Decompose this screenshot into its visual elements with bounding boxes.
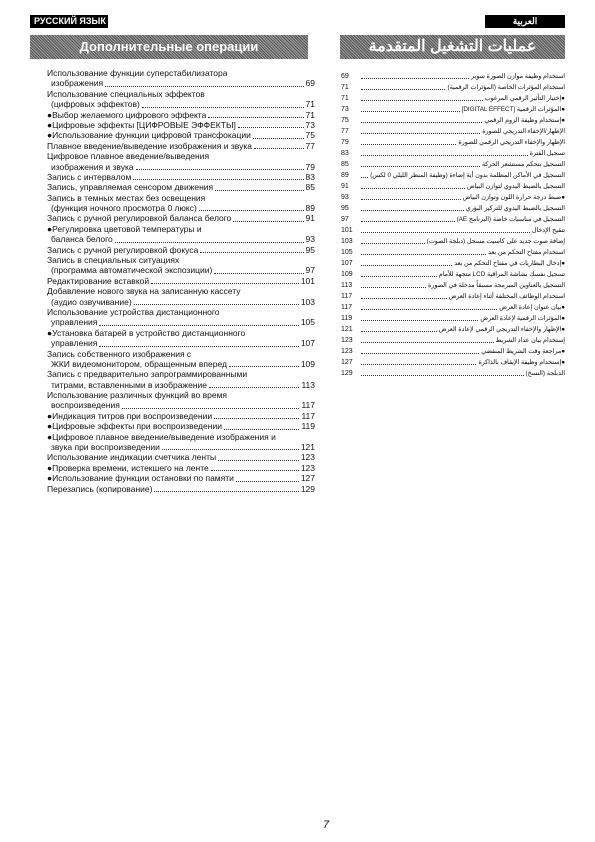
dot-leader <box>361 122 482 123</box>
toc-entry-page: 117 <box>341 304 353 311</box>
toc-entry-text: управления <box>51 338 98 349</box>
toc-ru-entry <box>47 120 315 130</box>
section-title-arabic: عمليات التشغيل المتقدمة <box>340 35 565 59</box>
toc-entry-text: Запись с предварительно запрограммированными <box>47 369 248 380</box>
toc-ru-entry <box>47 234 315 244</box>
toc-entry-page: 113 <box>341 282 353 289</box>
toc-entry-text: إستخدام بيان عداد الشريط <box>495 337 565 344</box>
toc-ru-entry <box>47 484 315 494</box>
toc-ar-entry <box>341 258 565 269</box>
toc-entry-page: 83 <box>305 171 315 182</box>
dot-leader <box>209 387 299 388</box>
toc-ru-entry <box>47 442 315 452</box>
toc-ru-entry <box>47 390 315 400</box>
toc-entry-text: ●إستخدام وظيفة الإيقاف بالذاكرة <box>478 359 565 366</box>
toc-entry-text: التسجيل بالعناوين المبرمجة مسبقاً مدخلة في الصورة <box>428 282 565 289</box>
toc-ar-entry <box>341 126 565 137</box>
toc-ar-entry <box>341 159 565 170</box>
toc-entry-page: 85 <box>341 161 349 168</box>
dot-leader <box>134 304 299 305</box>
toc-entry-text: ●المؤثرات الرقمية [DIGITAL EFFECT] <box>461 106 565 113</box>
dot-leader <box>361 287 426 288</box>
toc-ru-entry <box>47 317 315 327</box>
toc-entry-text: ●Выбор желаемого цифрового эффекта <box>47 109 207 120</box>
toc-ru-entry <box>47 369 315 379</box>
toc-entry-text: титрами, вставленными в изображение <box>51 379 208 390</box>
dot-leader <box>361 375 524 376</box>
toc-ar-entry <box>341 82 565 93</box>
toc-entry-text: استخدام وظيفة موازن الصورة سوبر <box>471 73 565 80</box>
dot-leader <box>136 169 304 170</box>
toc-ru-entry <box>47 255 315 265</box>
toc-entry-page: 89 <box>341 172 349 179</box>
toc-entry-page: 129 <box>341 370 353 377</box>
dot-leader <box>361 78 469 79</box>
toc-entry-page: 109 <box>341 271 353 278</box>
toc-ar-entry <box>341 280 565 291</box>
toc-entry-page: 129 <box>300 483 315 494</box>
dot-leader <box>361 320 478 321</box>
dot-leader <box>233 221 303 222</box>
toc-entry-page: 91 <box>341 183 349 190</box>
toc-ru-entry <box>47 130 315 140</box>
toc-ar-entry <box>341 192 565 203</box>
toc-ru-entry <box>47 328 315 338</box>
toc-entry-page: 93 <box>305 234 315 245</box>
toc-ar-entry <box>341 236 565 247</box>
toc-entry-text: ●إدخال البطاريات في مفتاح التحكم من بعد <box>454 260 565 267</box>
toc-entry-text: Запись, управляемая сенсором движения <box>47 182 214 193</box>
dot-leader <box>122 408 300 409</box>
toc-entry-page: 123 <box>300 452 315 463</box>
language-tag-russian: РУССКИЙ ЯЗЫК <box>30 15 108 28</box>
toc-ar-entry <box>341 148 565 159</box>
toc-ar-entry <box>341 368 565 379</box>
toc-ru-entry <box>47 141 315 151</box>
toc-ar-entry <box>341 247 565 258</box>
toc-ru-entry <box>47 68 315 78</box>
toc-entry-text: звука при воспроизведении <box>51 442 160 453</box>
toc-ru-entry <box>47 89 315 99</box>
toc-entry-page: 107 <box>300 338 315 349</box>
dot-leader <box>361 243 425 244</box>
toc-entry-text: ●Цифровое плавное введение/выведение изображения и <box>47 431 276 442</box>
toc-ru-entry <box>47 193 315 203</box>
toc-ru-entry <box>47 162 315 172</box>
toc-ar-entry <box>341 346 565 357</box>
dot-leader <box>253 138 304 139</box>
dot-leader <box>236 481 299 482</box>
toc-entry-page: 77 <box>341 128 349 135</box>
toc-ru-entry <box>47 265 315 275</box>
dot-leader <box>361 298 447 299</box>
toc-entry-text: Использование специальных эффектов <box>47 88 205 99</box>
toc-entry-page: 69 <box>341 73 349 80</box>
toc-entry-text: Использование индикации счетчика ленты <box>47 452 217 463</box>
dot-leader <box>361 342 494 343</box>
dot-leader <box>105 86 303 87</box>
toc-entry-page: 95 <box>341 205 349 212</box>
toc-entry-page: 103 <box>300 296 315 307</box>
toc-entry-page: 105 <box>300 317 315 328</box>
toc-entry-text: التسجيل بالضبط اليدوي للتركيز البؤري <box>465 205 565 212</box>
toc-entry-text: изображения <box>51 78 104 89</box>
toc-ru-entry <box>47 421 315 431</box>
toc-entry-page: 123 <box>300 462 315 473</box>
toc-entry-text: ●Индикация титров при воспроизведении <box>47 410 213 421</box>
toc-entry-text: ●ضبط درجة حرارة اللون وتوازن البياض <box>462 194 565 201</box>
toc-entry-text: التسجيل في الأماكن المظلمة بدون أية إضاءة (وظيفة المنظر الليلي 0 لكس) <box>370 172 565 179</box>
toc-ar-entry <box>341 137 565 148</box>
toc-entry-text: ●Цифровые эффекты при воспроизведении <box>47 421 222 432</box>
dot-leader <box>162 449 299 450</box>
toc-entry-text: (аудио озвучивание) <box>51 296 132 307</box>
dot-leader <box>211 470 299 471</box>
toc-arabic <box>341 71 565 379</box>
toc-entry-text: ●مراجعة وقت الشريط المنقضي <box>481 348 565 355</box>
dot-leader <box>214 273 303 274</box>
toc-entry-text: ●إستخدام وظيفة الزوم الرقمي <box>484 117 565 124</box>
toc-entry-page: 83 <box>341 150 349 157</box>
toc-ar-entry <box>341 302 565 313</box>
toc-entry-page: 123 <box>341 337 353 344</box>
toc-entry-text: ●Проверка времени, истекшего на ленте <box>47 462 209 473</box>
toc-entry-text: Запись собственного изображения с <box>47 348 192 359</box>
toc-entry-text: تسجيل الفترة <box>529 150 565 157</box>
toc-ru-entry <box>47 213 315 223</box>
language-tag-arabic: العربية <box>485 15 565 28</box>
toc-entry-page: 73 <box>305 119 315 130</box>
toc-ru-entry <box>47 78 315 88</box>
dot-leader <box>224 429 299 430</box>
toc-entry-text: Запись в темных местах без освещения <box>47 192 206 203</box>
toc-entry-text: Запись в специальных ситуациях <box>47 255 180 266</box>
toc-entry-text: ●Цифровые эффекты [ЦИФРОВЫЕ ЭФФЕКТЫ] <box>47 119 236 130</box>
toc-ru-entry <box>47 307 315 317</box>
toc-ru-entry <box>47 452 315 462</box>
toc-ar-entry <box>341 93 565 104</box>
toc-ru-entry <box>47 99 315 109</box>
toc-entry-text: Цифровое плавное введение/выведения <box>47 151 210 162</box>
toc-entry-text: Редактирование вставкой <box>47 275 150 286</box>
toc-ar-entry <box>341 335 565 346</box>
toc-ar-entry <box>341 203 565 214</box>
dot-leader <box>361 166 480 167</box>
toc-entry-page: 75 <box>305 130 315 141</box>
toc-entry-page: 71 <box>341 84 349 91</box>
toc-ru-entry <box>47 338 315 348</box>
toc-ar-entry <box>341 269 565 280</box>
dot-leader <box>142 107 304 108</box>
toc-ru-entry <box>47 473 315 483</box>
toc-entry-text: Использование различных функций во время <box>47 390 228 401</box>
toc-entry-page: 77 <box>305 140 315 151</box>
dot-leader <box>361 221 455 222</box>
toc-ru-entry <box>47 349 315 359</box>
toc-entry-text: управления <box>51 317 98 328</box>
dot-leader <box>361 144 456 145</box>
dot-leader <box>115 242 304 243</box>
toc-entry-page: 73 <box>341 106 349 113</box>
toc-ru-entry <box>47 411 315 421</box>
dot-leader <box>361 364 476 365</box>
toc-entry-text: Перезапись (копирование) <box>47 483 153 494</box>
toc-entry-page: 117 <box>301 410 315 421</box>
toc-entry-page: 85 <box>305 182 315 193</box>
toc-entry-text: التسجيل في مناسبات خاصة (البرنامج AE) <box>456 216 565 223</box>
toc-entry-page: 121 <box>341 326 353 333</box>
toc-entry-text: Плавное введение/выведение изображения и звука <box>47 140 252 151</box>
dot-leader <box>218 460 299 461</box>
dot-leader <box>361 100 483 101</box>
dot-leader <box>361 232 530 233</box>
toc-entry-page: 117 <box>341 293 353 300</box>
toc-entry-page: 119 <box>301 421 315 432</box>
section-title-russian: Дополнительные операции <box>30 35 308 59</box>
toc-entry-text: ●إختيار التأثير الرقمي المرغوب <box>484 95 565 102</box>
toc-entry-text: Запись с ручной регулировкой баланса белого <box>47 213 232 224</box>
toc-entry-text: ●Установка батарей в устройство дистанционного <box>47 327 246 338</box>
toc-ru-entry <box>47 110 315 120</box>
toc-ru-entry <box>47 432 315 442</box>
toc-ru-entry <box>47 182 315 192</box>
toc-ru-entry <box>47 286 315 296</box>
toc-ru-entry <box>47 401 315 411</box>
toc-entry-text: إضافة صوت جديد على كاسيت مسجل (دبلجة الصوت) <box>426 238 565 245</box>
dot-leader <box>361 133 480 134</box>
dot-leader <box>361 199 461 200</box>
toc-entry-page: 97 <box>341 216 349 223</box>
toc-entry-text: ЖКИ видеомонитором, обращенным вперед <box>51 358 227 369</box>
toc-entry-page: 127 <box>300 473 315 484</box>
toc-entry-page: 69 <box>305 78 315 89</box>
dot-leader <box>214 418 299 419</box>
dot-leader <box>361 210 464 211</box>
toc-ar-entry <box>341 225 565 236</box>
dot-leader <box>361 111 460 112</box>
dot-leader <box>199 210 304 211</box>
toc-entry-page: 121 <box>300 442 315 453</box>
toc-entry-text: Запись с интервалом <box>47 171 132 182</box>
toc-entry-text: تسجيل نفسك بشاشة المراقبة LCD متجهة للأمام <box>438 271 565 278</box>
toc-ru-entry <box>47 359 315 369</box>
toc-entry-page: 127 <box>341 359 353 366</box>
toc-ru-entry <box>47 151 315 161</box>
toc-ar-entry <box>341 115 565 126</box>
toc-entry-page: 117 <box>301 400 315 411</box>
toc-entry-page: 89 <box>305 203 315 214</box>
toc-entry-text: ●الإظهار والإخفاء التدريجي الرقمي لإعادة العرض <box>438 326 565 333</box>
dot-leader <box>254 148 304 149</box>
toc-ru-entry <box>47 224 315 234</box>
toc-ar-entry <box>341 313 565 324</box>
toc-entry-text: изображения и звука <box>51 161 134 172</box>
toc-entry-text: استخدام المؤثرات الخاصة (المؤثرات الرقمية) <box>447 84 565 91</box>
toc-entry-text: баланса белого <box>51 234 113 245</box>
toc-entry-text: (функция ночного просмотра 0 люкс) <box>51 203 197 214</box>
toc-entry-text: Использование устройства дистанционного <box>47 306 220 317</box>
toc-russian <box>47 68 315 494</box>
toc-ru-entry <box>47 203 315 213</box>
toc-entry-text: ●المؤثرات الرقمية لإعادة العرض <box>480 315 565 322</box>
toc-ru-entry <box>47 245 315 255</box>
toc-entry-text: الإظهار والإخفاء التدريجي الرقمي للصورة <box>458 139 565 146</box>
toc-entry-page: 75 <box>341 117 349 124</box>
toc-entry-page: 97 <box>305 265 315 276</box>
dot-leader <box>99 346 298 347</box>
dot-leader <box>208 117 303 118</box>
toc-entry-text: ●بيان عنوان إعادة العرض <box>499 304 565 311</box>
toc-ar-entry <box>341 214 565 225</box>
toc-ru-entry <box>47 297 315 307</box>
dot-leader <box>361 265 452 266</box>
dot-leader <box>361 353 479 354</box>
toc-ru-entry <box>47 172 315 182</box>
toc-entry-text: ●Использование функции остановки по памяти <box>47 473 234 484</box>
dot-leader <box>361 188 465 189</box>
toc-ar-entry <box>341 324 565 335</box>
dot-leader <box>361 254 486 255</box>
toc-entry-text: ●Регулировка цветовой температуры и <box>47 223 202 234</box>
toc-entry-page: 113 <box>301 379 315 390</box>
toc-entry-text: استخدام مفتاح التحكم من بعد <box>488 249 565 256</box>
toc-entry-page: 79 <box>341 139 349 146</box>
toc-entry-page: 95 <box>305 244 315 255</box>
toc-entry-page: 119 <box>341 315 353 322</box>
toc-entry-text: التسجيل بالضبط اليدوي لتوازن البياض <box>466 183 565 190</box>
toc-entry-page: 101 <box>300 275 315 286</box>
toc-entry-text: التسجيل بتحكم مستشعر الحركة <box>481 161 565 168</box>
toc-entry-page: 105 <box>341 249 353 256</box>
dot-leader <box>361 309 497 310</box>
dot-leader <box>215 190 303 191</box>
toc-entry-page: 79 <box>305 161 315 172</box>
dot-leader <box>200 252 303 253</box>
toc-entry-text: الإظهار/الإخفاء التدريجي للصورة <box>482 128 565 135</box>
toc-ar-entry <box>341 104 565 115</box>
toc-entry-text: Использование функции суперстабилизатора <box>47 67 228 78</box>
toc-entry-page: 103 <box>341 238 353 245</box>
toc-entry-text: (цифровых эффектов) <box>51 99 140 110</box>
toc-entry-page: 107 <box>341 260 353 267</box>
dot-leader <box>99 325 298 326</box>
toc-entry-page: 71 <box>305 99 315 110</box>
toc-entry-page: 109 <box>300 358 315 369</box>
toc-entry-text: Добавление нового звука на записанную кассету <box>47 286 241 297</box>
toc-ar-entry <box>341 357 565 368</box>
toc-ru-entry <box>47 463 315 473</box>
toc-entry-text: استخدام الوظائف المختلفة أثناء إعادة العرض <box>448 293 565 300</box>
dot-leader <box>133 179 303 180</box>
toc-entry-text: воспроизведения <box>51 400 120 411</box>
toc-entry-text: تنقيح الإدخال <box>531 227 565 234</box>
dot-leader <box>229 366 299 367</box>
dot-leader <box>154 491 298 492</box>
toc-entry-text: (программа автоматической экспозиции) <box>51 265 213 276</box>
toc-ar-entry <box>341 181 565 192</box>
toc-entry-page: 71 <box>305 109 315 120</box>
toc-ar-entry <box>341 71 565 82</box>
toc-entry-text: ●Использование функции цифровой трансфокации <box>47 130 251 141</box>
dot-leader <box>361 155 528 156</box>
toc-entry-page: 93 <box>341 194 349 201</box>
dot-leader <box>238 127 304 128</box>
dot-leader <box>361 331 437 332</box>
toc-ru-entry <box>47 380 315 390</box>
page-number: 7 <box>323 819 330 831</box>
toc-entry-page: 71 <box>341 95 349 102</box>
toc-ar-entry <box>341 170 565 181</box>
dot-leader <box>361 89 445 90</box>
toc-entry-text: Запись с ручной регулировкой фокуса <box>47 244 199 255</box>
toc-entry-text: الدبلجة (النسخ) <box>525 370 565 377</box>
dot-leader <box>361 177 368 178</box>
toc-entry-page: 101 <box>341 227 353 234</box>
toc-ar-entry <box>341 291 565 302</box>
toc-entry-page: 123 <box>341 348 353 355</box>
toc-ru-entry <box>47 276 315 286</box>
toc-entry-page: 91 <box>305 213 315 224</box>
dot-leader <box>151 283 299 284</box>
dot-leader <box>361 276 437 277</box>
